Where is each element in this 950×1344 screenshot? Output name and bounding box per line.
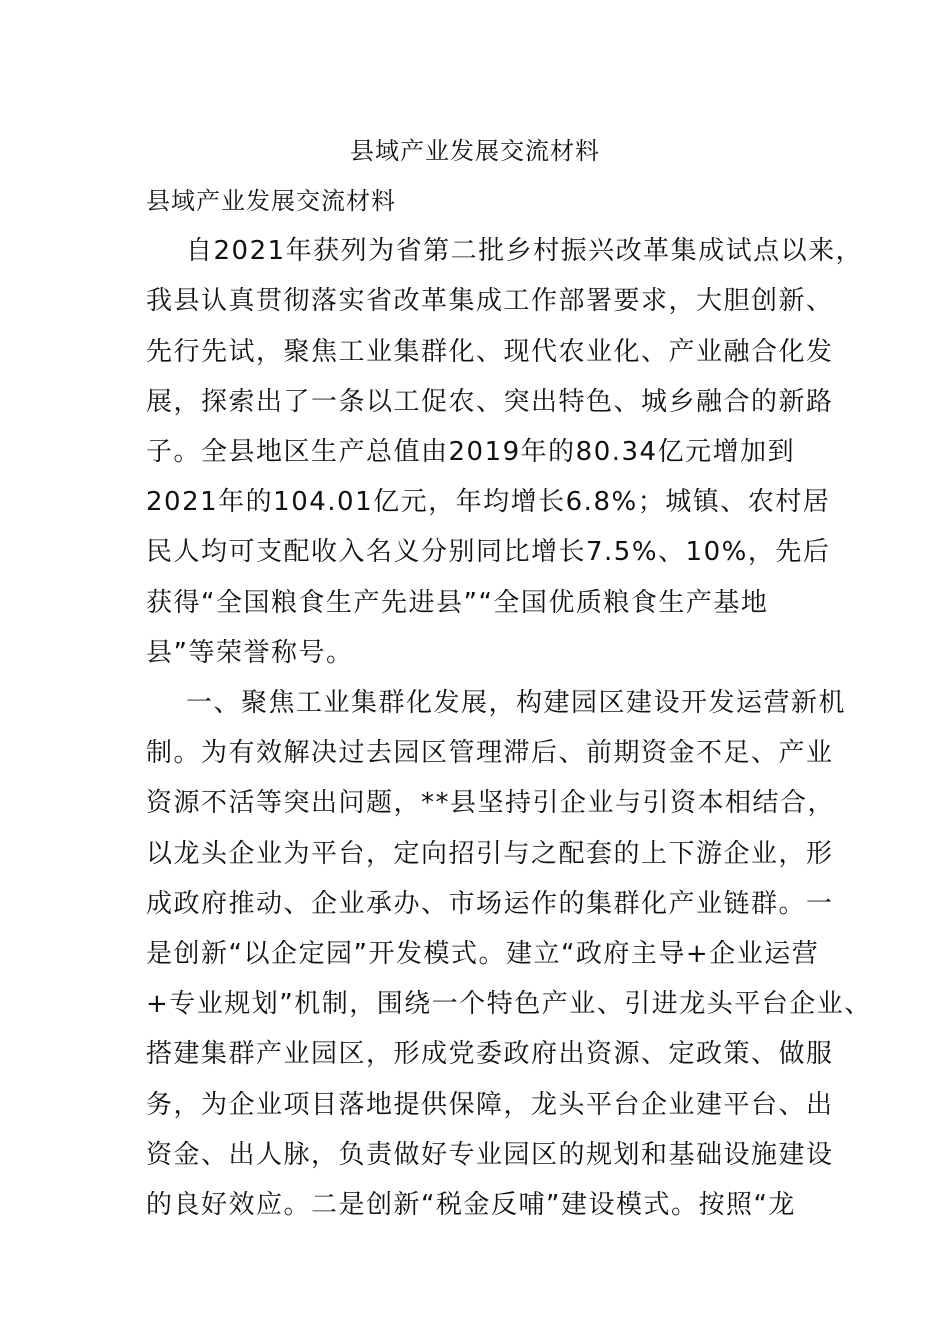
body-line-13: 以龙头企业为平台，定向招引与之配套的上下游企业，形: [146, 839, 834, 869]
body-line-11: 制。为有效解决过去园区管理滞后、前期资金不足、产业: [146, 738, 834, 768]
body-line-9: 县”等荣誉称号。: [146, 638, 354, 668]
body-line-16: +专业规划”机制，围绕一个特色产业、引进龙头平台企业、: [146, 989, 872, 1019]
document-title: 县域产业发展交流材料: [350, 137, 600, 165]
body-line-10: 一、聚焦工业集群化发展，构建园区建设开发运营新机: [186, 688, 847, 718]
body-line-6: 2021年的104.01亿元，年均增长6.8%；城镇、农村居: [146, 487, 831, 517]
body-line-5: 子。全县地区生产总值由2019年的80.34亿元增加到: [146, 437, 796, 467]
body-line-14: 成政府推动、企业承办、市场运作的集群化产业链群。一: [146, 889, 834, 919]
body-line-7: 民人均可支配收入名义分别同比增长7.5%、10%，先后: [146, 537, 831, 567]
body-line-4: 展，探索出了一条以工促农、突出特色、城乡融合的新路: [146, 387, 834, 417]
body-line-12: 资源不活等突出问题，**县坚持引企业与引资本相结合，: [146, 788, 836, 818]
document-subtitle: 县域产业发展交流材料: [146, 187, 396, 215]
body-line-3: 先行先试，聚焦工业集群化、现代农业化、产业融合化发: [146, 337, 834, 367]
body-line-17: 搭建集群产业园区，形成党委政府出资源、定政策、做服: [146, 1039, 834, 1069]
body-line-8: 获得“全国粮食生产先进县”“全国优质粮食生产基地: [146, 588, 769, 618]
body-line-15: 是创新“以企定园”开发模式。建立“政府主导+企业运营: [146, 939, 820, 969]
body-line-20: 的良好效应。二是创新“税金反哺”建设模式。按照“龙: [146, 1190, 796, 1220]
body-line-1: 自2021年获列为省第二批乡村振兴改革集成试点以来，: [186, 236, 864, 266]
body-line-18: 务，为企业项目落地提供保障，龙头平台企业建平台、出: [146, 1090, 834, 1120]
body-line-19: 资金、出人脉，负责做好专业园区的规划和基础设施建设: [146, 1140, 834, 1170]
body-line-2: 我县认真贯彻落实省改革集成工作部署要求，大胆创新、: [146, 286, 834, 316]
